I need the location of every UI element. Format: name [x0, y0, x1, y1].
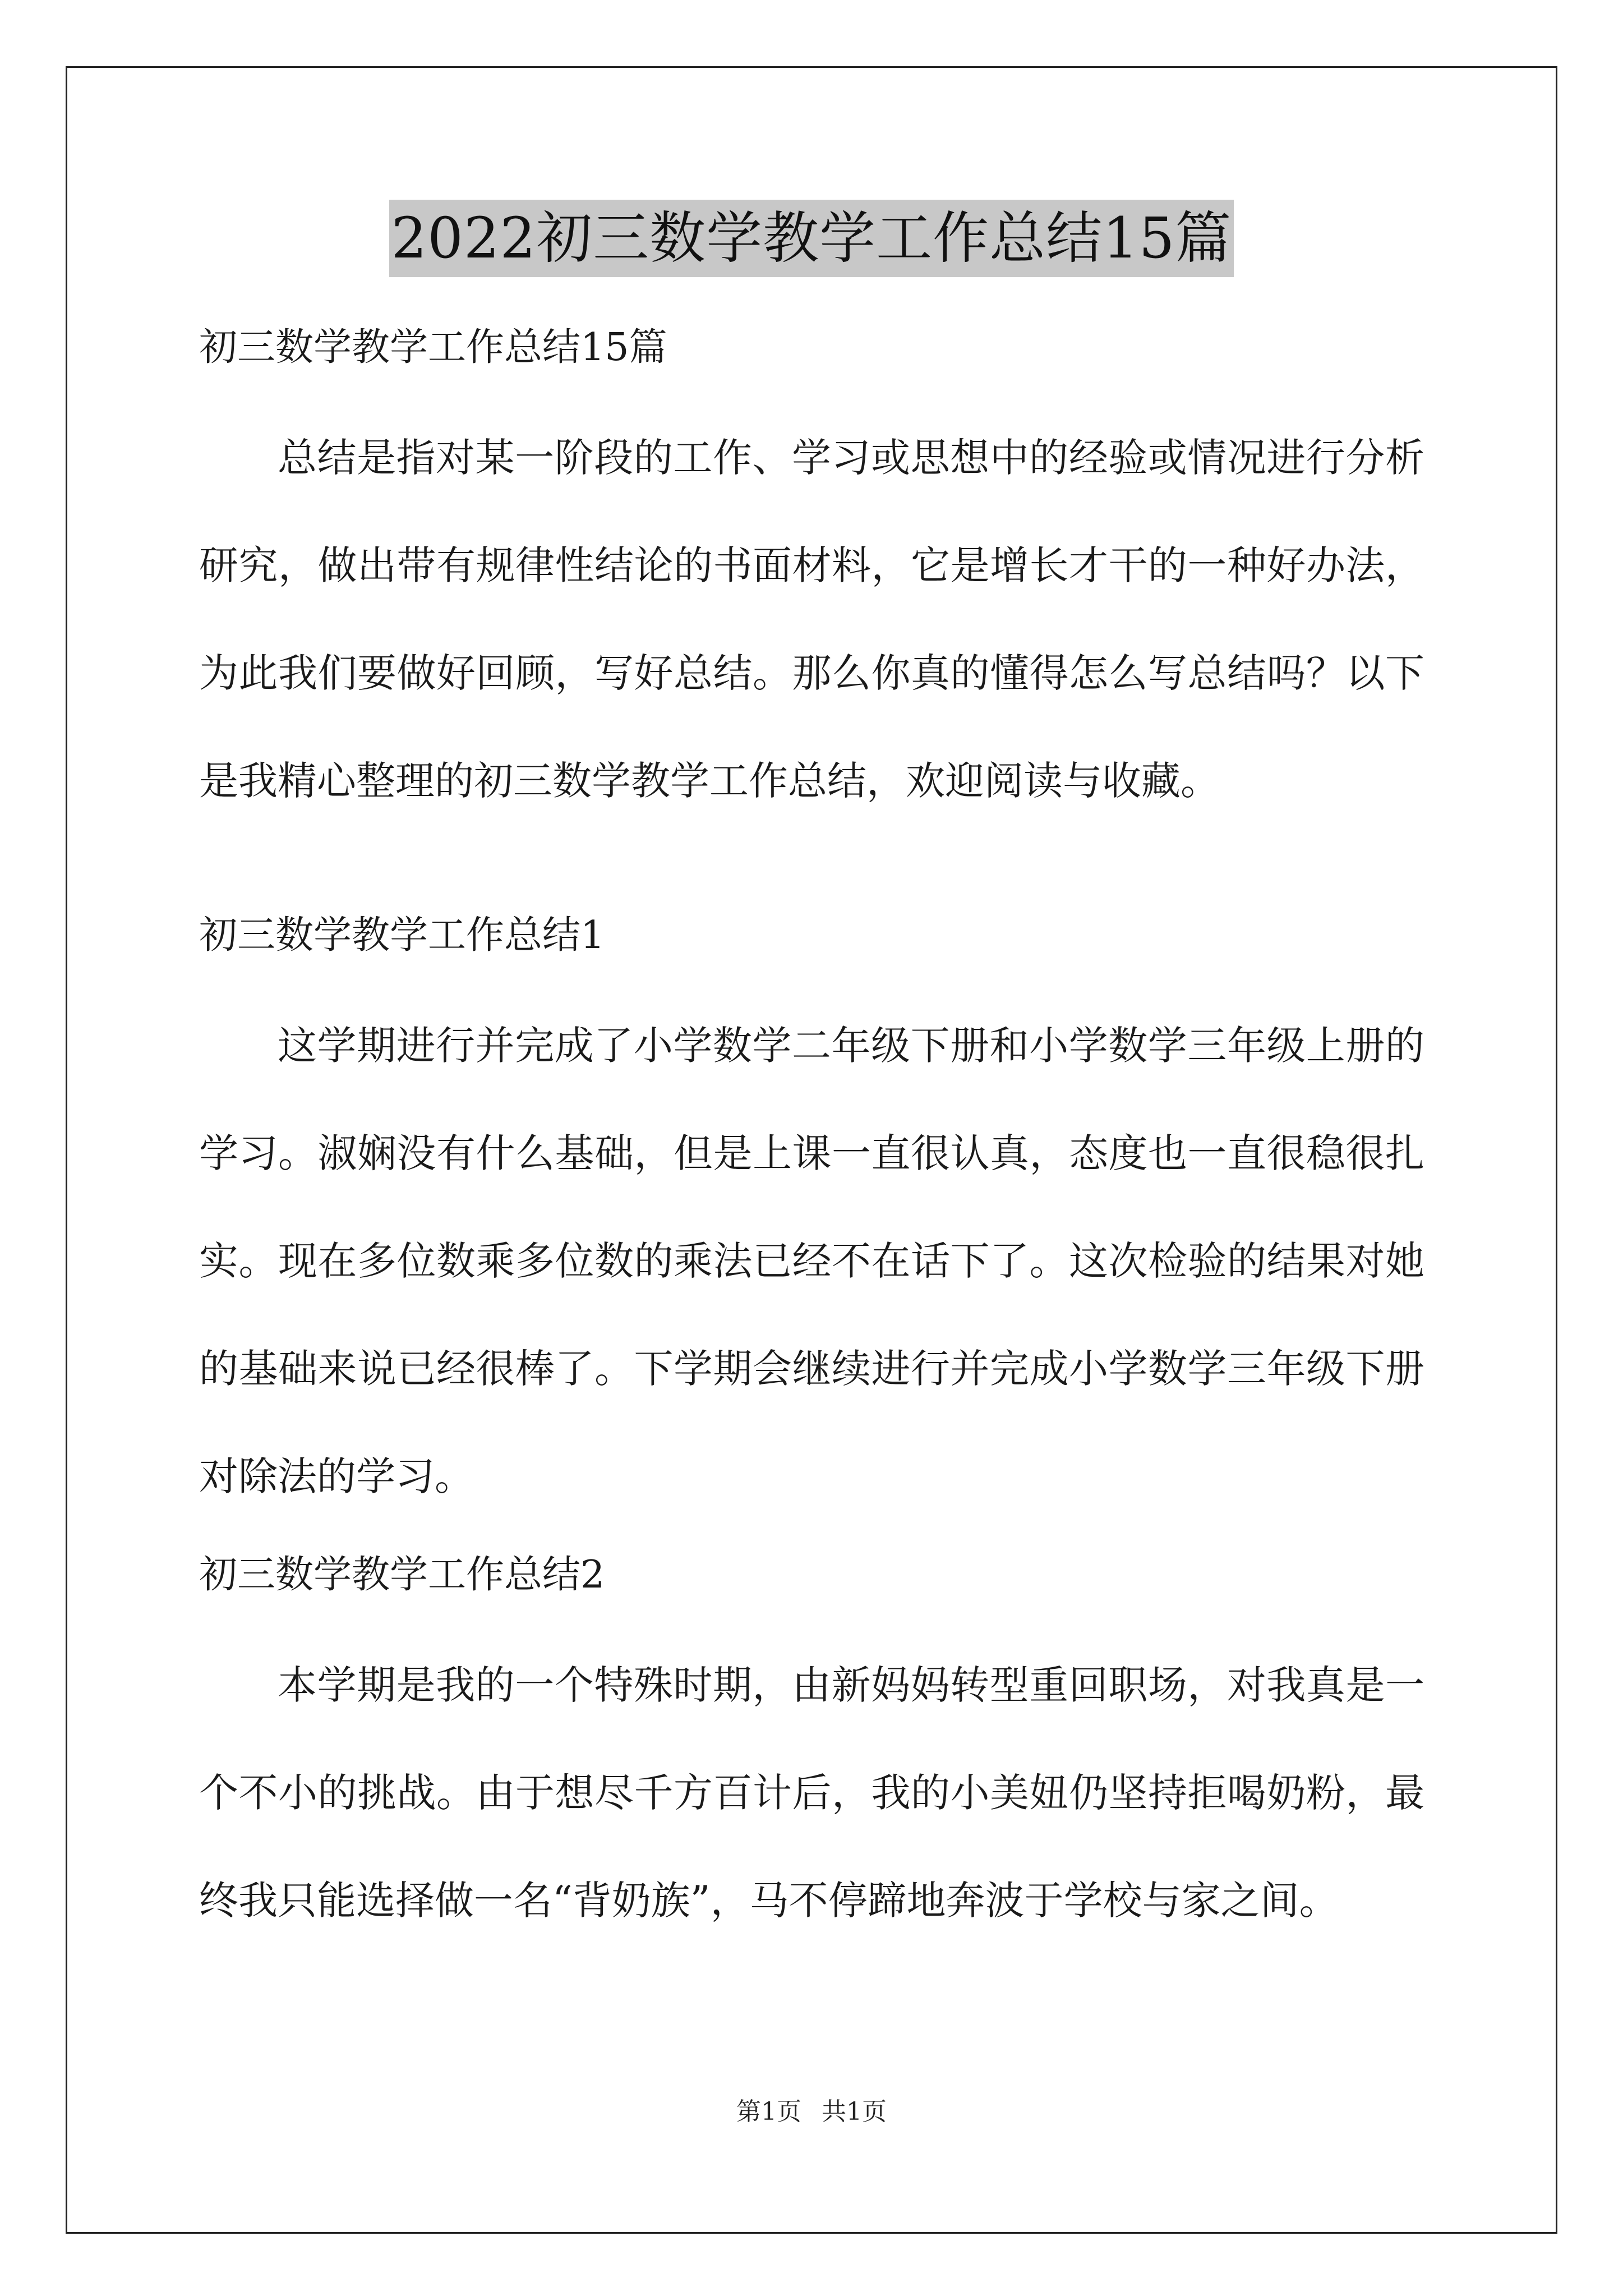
section-heading-1: 初三数学教学工作总结1	[199, 913, 605, 958]
page-footer	[0, 2095, 1623, 2129]
title-container	[0, 200, 1623, 277]
section-heading-2: 初三数学教学工作总结2	[199, 1553, 605, 1597]
spacer	[199, 835, 1424, 902]
document-title: 2022初三数学教学工作总结15篇	[389, 200, 1234, 277]
page-number-current: 第1页	[736, 2097, 801, 2126]
section-body-1: 这学期进行并完成了小学数学二年级下册和小学数学三年级上册的学习。淑娴没有什么基础，但是上课一直很认真，态度也一直很稳很扎实。现在多位数乘多位数的乘法已经不在话下了。这次检验的结果对她的基础来说已经很棒了。下学期会继续进行并完成小学数学三年级下册对除法的学习。	[199, 1023, 1424, 1499]
intro-paragraph: 总结是指对某一阶段的工作、学习或思想中的经验或情况进行分析研究，做出带有规律性结论的书面材料，它是增长才干的一种好办法，为此我们要做好回顾，写好总结。那么你真的懂得怎么写总结吗？以下是我精心整理的初三数学教学工作总结，欢迎阅读与收藏。	[199, 435, 1424, 804]
page-number-total: 共1页	[822, 2097, 887, 2126]
section-body-2: 本学期是我的一个特殊时期，由新妈妈转型重回职场，对我真是一个不小的挑战。由于想尽千方百计后，我的小美妞仍坚持拒喝奶粉，最终我只能选择做一名“背奶族”，马不停蹄地奔波于学校与家之间。	[199, 1662, 1424, 1924]
document-subtitle: 初三数学教学工作总结15篇	[199, 325, 667, 370]
document-body	[199, 314, 1424, 1954]
